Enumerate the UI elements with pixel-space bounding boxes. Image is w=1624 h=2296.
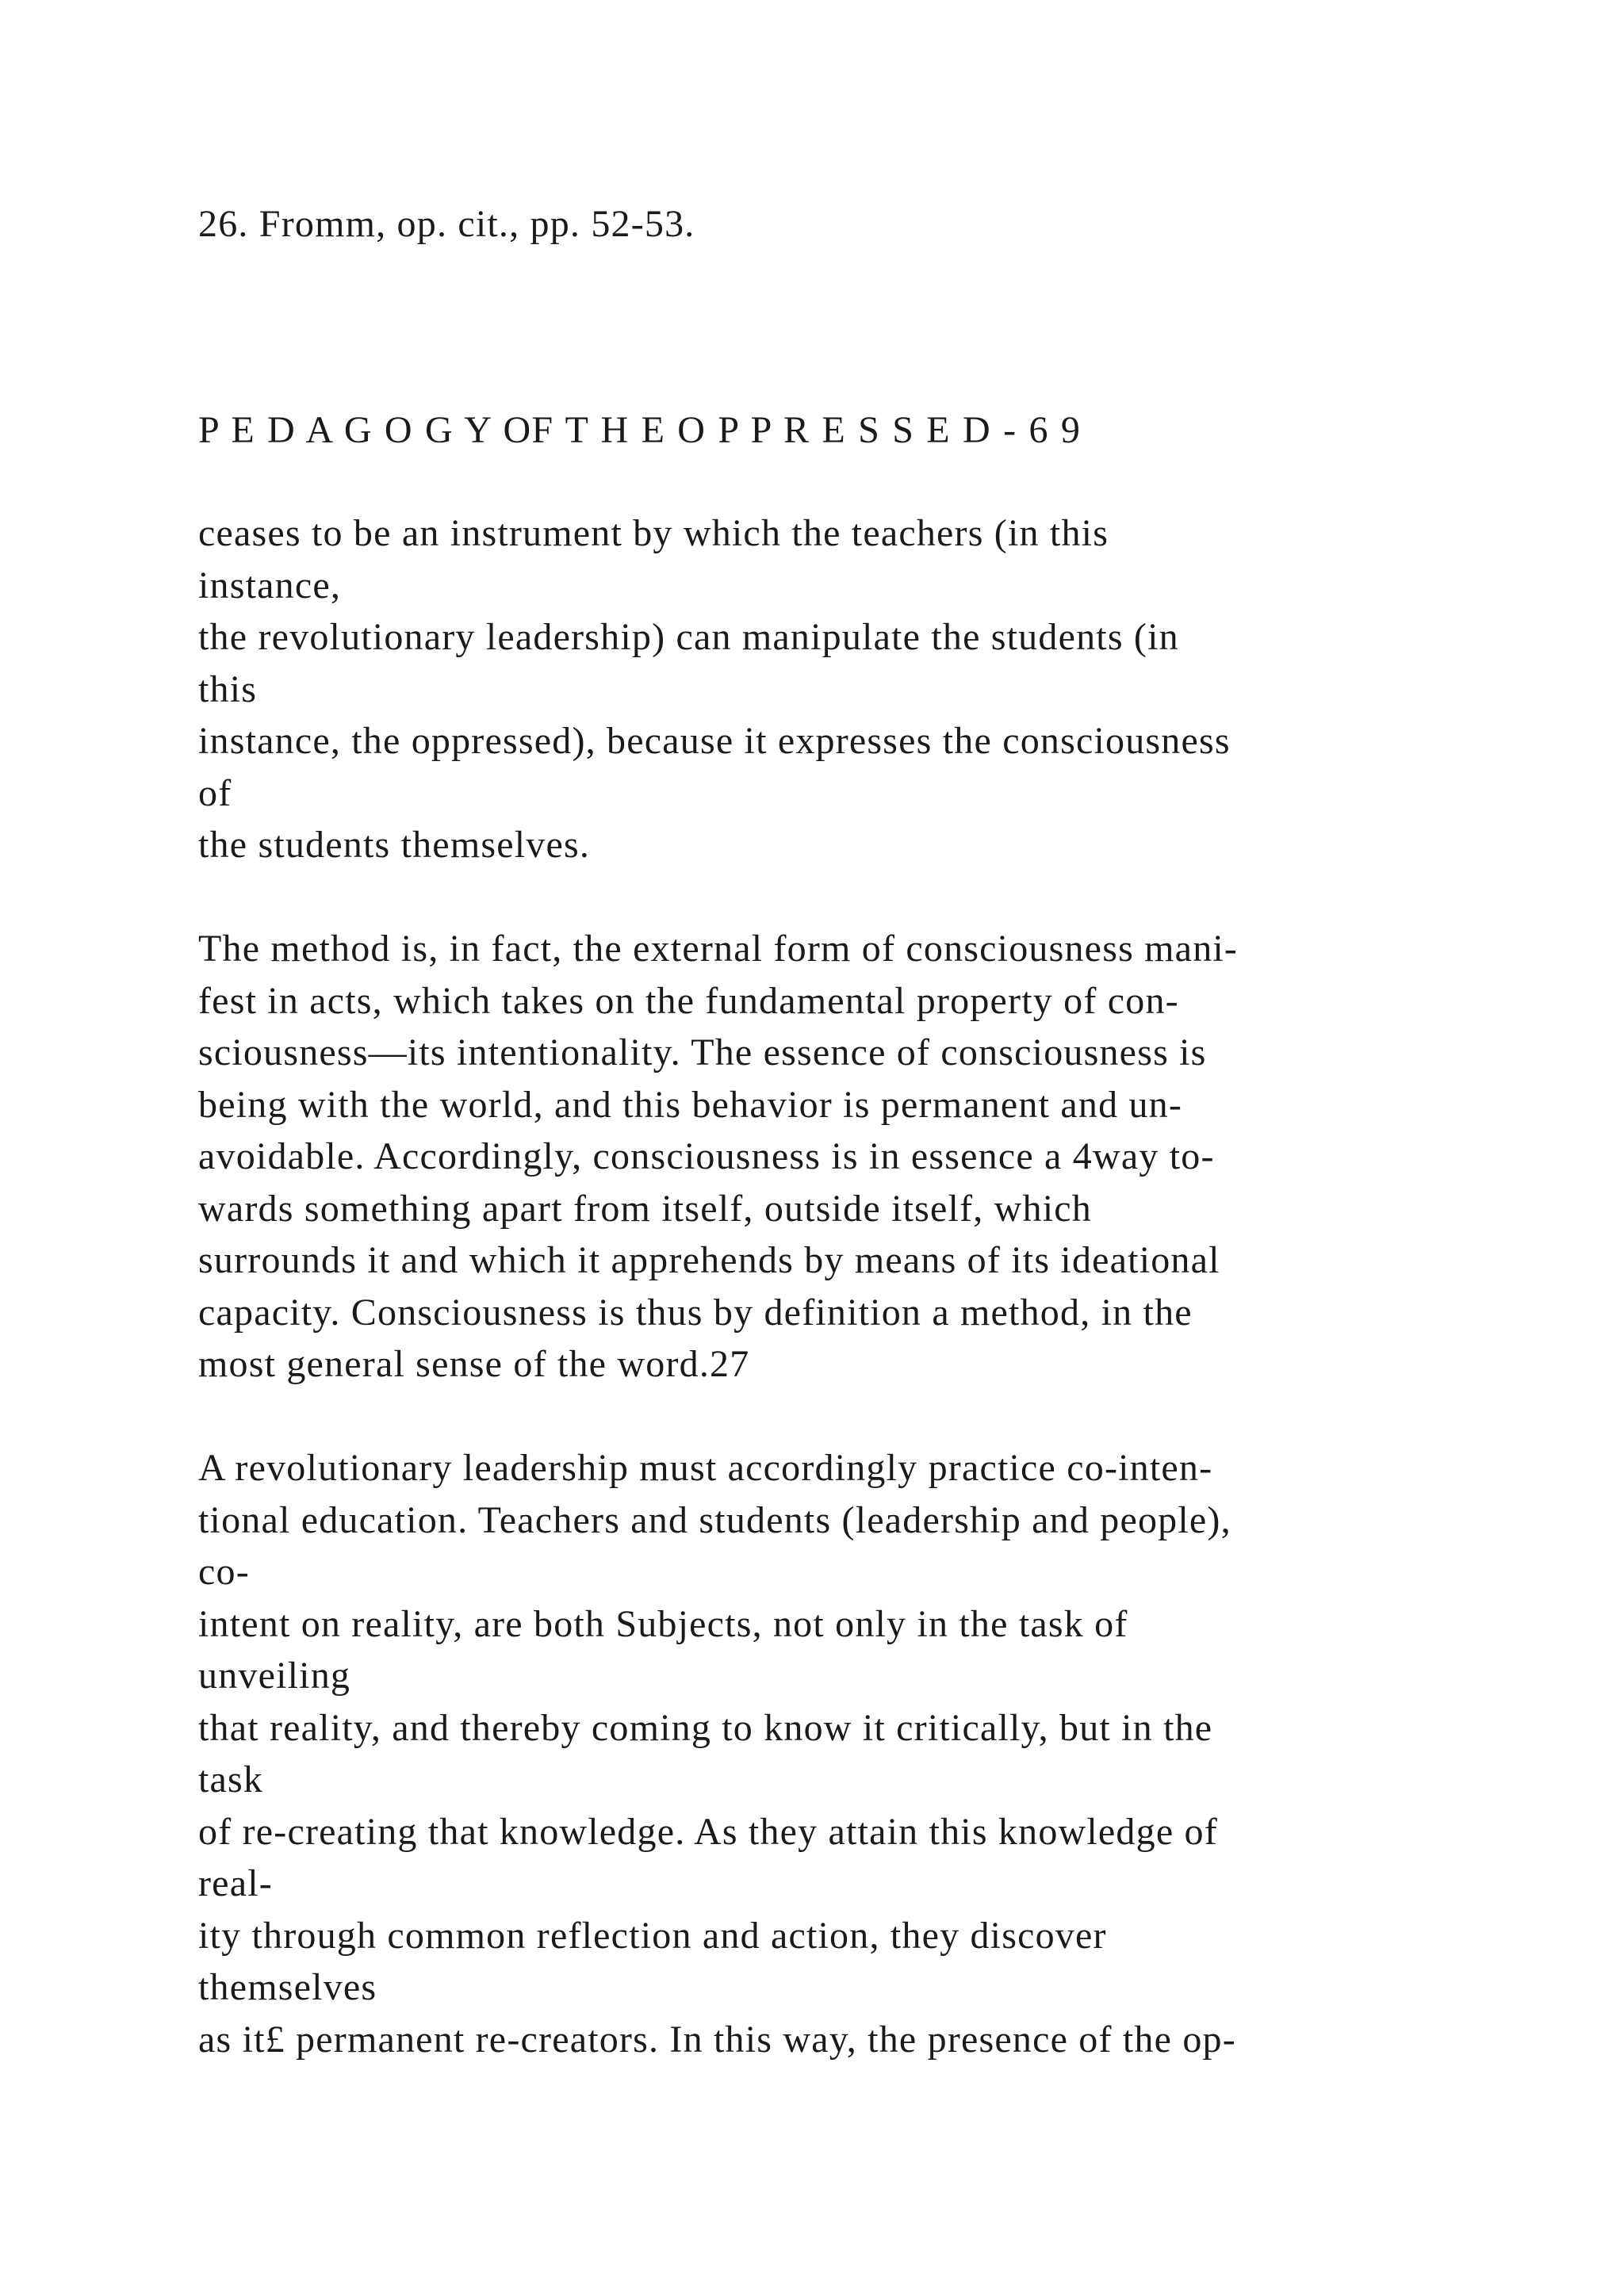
text-line: this [198, 668, 258, 710]
text-line: themselves [198, 1966, 377, 2008]
text-line: the students themselves. [198, 824, 591, 866]
text-line: real- [198, 1862, 273, 1904]
text-line: instance, the oppressed), because it expresses the consciousness [198, 720, 1231, 762]
text-line: task [198, 1758, 264, 1800]
footnote: 26. Fromm, op. cit., pp. 52-53. [198, 203, 695, 245]
paragraph-2 [198, 923, 1238, 1391]
text-line: fest in acts, which takes on the fundamental property of con- [198, 979, 1179, 1022]
text-line: capacity. Consciousness is thus by definition a method, in the [198, 1291, 1193, 1334]
text-line: most general sense of the word.27 [198, 1343, 750, 1385]
text-line: of re-creating that knowledge. As they attain this knowledge of [198, 1810, 1218, 1853]
text-line: intent on reality, are both Subjects, not only in the task of [198, 1602, 1128, 1645]
text-line: surrounds it and which it apprehends by means of its ideational [198, 1239, 1220, 1281]
text-line: unveiling [198, 1655, 351, 1697]
text-line: of [198, 771, 232, 814]
text-line: tional education. Teachers and students (leadership and people), [198, 1498, 1231, 1541]
text-line: instance, [198, 564, 342, 607]
text-line: The method is, in fact, the external form of consciousness mani- [198, 928, 1239, 970]
text-line: as it£ permanent re-creators. In this way, the presence of the op- [198, 2018, 1236, 2061]
text-line: avoidable. Accordingly, consciousness is in essence a 4way to- [198, 1135, 1215, 1177]
paragraph-3 [198, 1442, 1236, 2065]
text-line: A revolutionary leadership must accordingly practice co-inten- [198, 1447, 1213, 1489]
text-line: wards something apart from itself, outside itself, which [198, 1187, 1092, 1230]
text-line: that reality, and thereby coming to know it critically, but in the [198, 1706, 1213, 1749]
text-line: the revolutionary leadership) can manipulate the students (in [198, 616, 1179, 658]
text-line: being with the world, and this behavior is permanent and un- [198, 1083, 1183, 1126]
text-line: ity through common reflection and action, they discover [198, 1914, 1107, 1957]
paragraph-1 [198, 507, 1231, 871]
text-line: sciousness—its intentionality. The essence of consciousness is [198, 1031, 1207, 1073]
text-line: ceases to be an instrument by which the teachers (in this [198, 512, 1109, 554]
running-head: P E D A G O G Y OF T H E O P P R E S S E D - 6 9 [198, 409, 1082, 451]
text-line: co- [198, 1551, 250, 1593]
